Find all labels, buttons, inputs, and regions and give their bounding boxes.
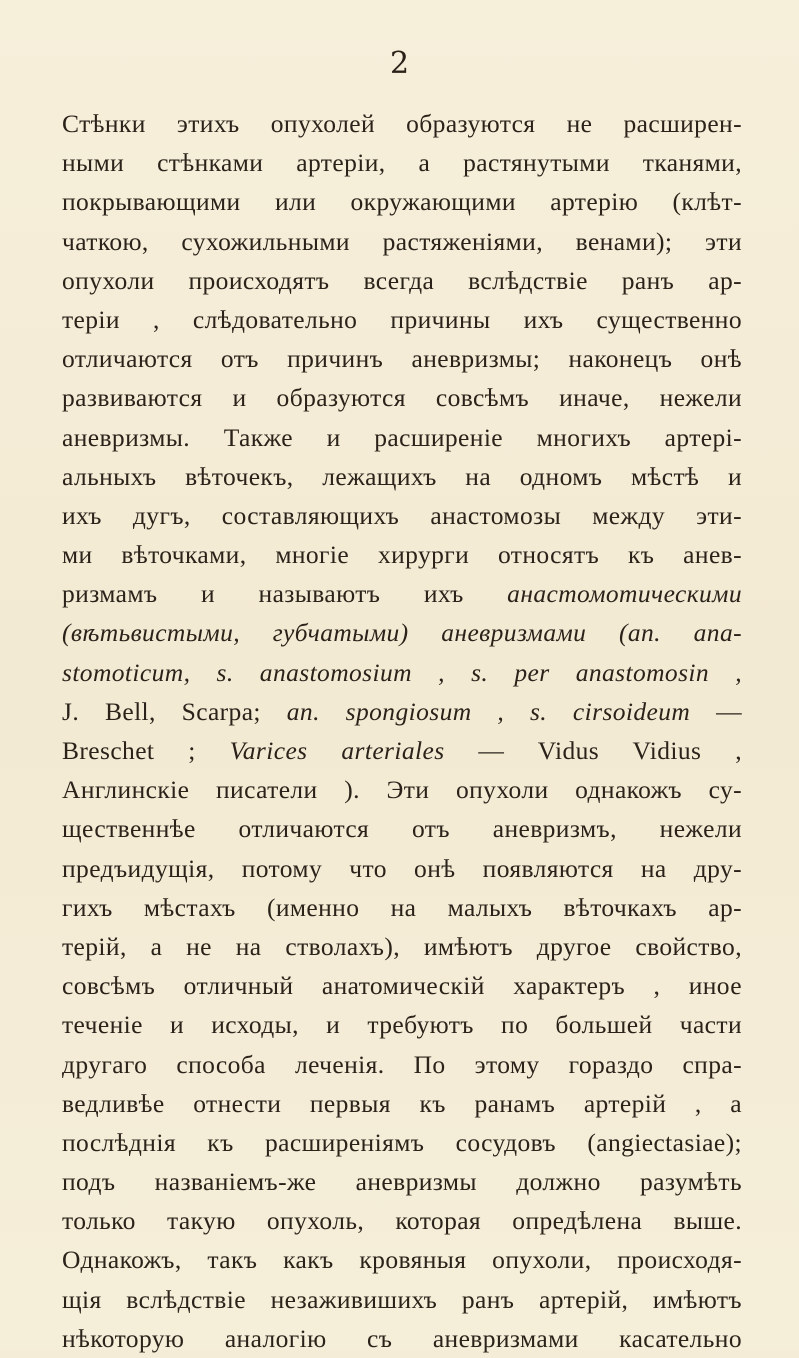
text-line xyxy=(62,809,742,848)
text-line xyxy=(62,1084,742,1123)
text-segment: терій, а не на стволахъ), имѣютъ другое свойство, xyxy=(62,931,742,961)
text-line xyxy=(62,378,742,417)
text-segment: — xyxy=(690,696,742,726)
text-segment: Англинскіе писатели ). Эти опухоли однакожъ су- xyxy=(62,775,742,805)
text-line xyxy=(62,613,742,652)
text-line xyxy=(62,182,742,221)
text-segment: теріи , слѣдовательно причины ихъ существенно xyxy=(62,304,742,334)
text-line xyxy=(62,1280,742,1319)
text-segment: отличаются отъ причинъ аневризмы; наконецъ онѣ xyxy=(62,344,742,374)
text-segment: Однакожъ, такъ какъ кровяныя опухоли, происходя- xyxy=(62,1245,742,1275)
text-segment: Стѣнки этихъ опухолей образуются не расширен- xyxy=(62,109,742,138)
text-line xyxy=(62,418,742,457)
text-segment: ными стѣнками артеріи, а растянутыми тканями, xyxy=(62,148,742,178)
italic-text-segment: анастомотическими xyxy=(507,579,742,609)
text-segment: ми вѣточками, многіе хирурги относятъ къ анев- xyxy=(62,540,742,570)
text-segment: ризмамъ и называютъ ихъ xyxy=(62,579,508,609)
text-segment: чаткою, сухожильными растяженіями, венами); эти xyxy=(62,226,742,256)
text-segment: совсѣмъ отличный анатомическій характеръ , иное xyxy=(62,971,742,1001)
text-line xyxy=(62,1123,742,1162)
text-segment: щественнѣе отличаются отъ аневризмъ, нежели xyxy=(62,814,742,844)
text-segment: другаго способа леченія. По этому гораздо спра- xyxy=(62,1049,742,1079)
text-segment: щія вслѣдствіе незаживишихъ ранъ артерій, имѣютъ xyxy=(62,1284,742,1314)
text-line xyxy=(62,1045,742,1084)
italic-text-segment: Varices arteriales xyxy=(229,736,445,765)
text-segment: покрывающими или окружающими артерію (клѣт- xyxy=(62,187,742,217)
text-line xyxy=(62,300,742,339)
text-line xyxy=(62,1319,742,1358)
text-line xyxy=(62,731,742,770)
italic-text-segment: (вѣтьвистыми, губчатыми) аневризмами (an. ana- xyxy=(62,618,742,648)
text-line xyxy=(62,927,742,966)
text-segment: нѣкоторую аналогію съ аневризмами касательно xyxy=(62,1323,742,1353)
text-line xyxy=(62,457,742,496)
text-segment: Breschet ; xyxy=(62,736,230,765)
text-segment: гихъ мѣстахъ (именно на малыхъ вѣточкахъ ар- xyxy=(62,892,742,922)
text-line xyxy=(62,261,742,300)
italic-text-segment: an. spongiosum , s. cirsoideum xyxy=(286,696,691,726)
text-segment: только такую опухоль, которая опредѣлена выше. xyxy=(62,1206,742,1236)
text-segment: развиваются и образуются совсѣмъ иначе, нежели xyxy=(62,383,742,413)
text-line xyxy=(62,966,742,1005)
italic-text-segment: stomoticum, s. anastomosium , s. per anastomosin , xyxy=(62,657,742,687)
text-line xyxy=(62,770,742,809)
text-segment: теченіе и исходы, и требуютъ по большей части xyxy=(62,1010,742,1040)
text-line xyxy=(62,1162,742,1201)
page-number: 2 xyxy=(389,46,410,81)
text-line xyxy=(62,888,742,927)
text-segment: подъ названіемъ-же аневризмы должно разумѣть xyxy=(62,1167,742,1197)
text-segment: альныхъ вѣточекъ, лежащихъ на одномъ мѣстѣ и xyxy=(62,461,742,491)
text-segment: ихъ дугъ, составляющихъ анастомозы между эти- xyxy=(62,500,742,530)
text-line xyxy=(62,535,742,574)
text-line xyxy=(62,653,742,692)
text-segment: послѣднія къ расширеніямъ сосудовъ (angiectasiae); xyxy=(62,1127,742,1157)
text-line xyxy=(62,222,742,261)
text-segment: ведливѣе отнести первыя къ ранамъ артерій , а xyxy=(62,1088,742,1118)
text-line xyxy=(62,339,742,378)
body-text xyxy=(62,104,742,1358)
text-line xyxy=(62,496,742,535)
text-segment: предъидущія, потому что онѣ появляются на дру- xyxy=(62,853,742,883)
text-segment: — Vidus Vidius , xyxy=(444,736,743,765)
text-segment: аневризмы. Также и расширеніе многихъ артері- xyxy=(62,422,742,452)
text-line xyxy=(62,1240,742,1279)
text-line xyxy=(62,1201,742,1240)
text-line xyxy=(62,692,742,731)
text-segment: J. Bell, Scarpa; xyxy=(62,696,287,726)
text-line xyxy=(62,849,742,888)
text-line xyxy=(62,574,742,613)
text-line xyxy=(62,1005,742,1044)
text-line xyxy=(62,104,742,143)
text-line xyxy=(62,143,742,182)
text-segment: опухоли происходятъ всегда вслѣдствіе ранъ ар- xyxy=(62,265,742,295)
